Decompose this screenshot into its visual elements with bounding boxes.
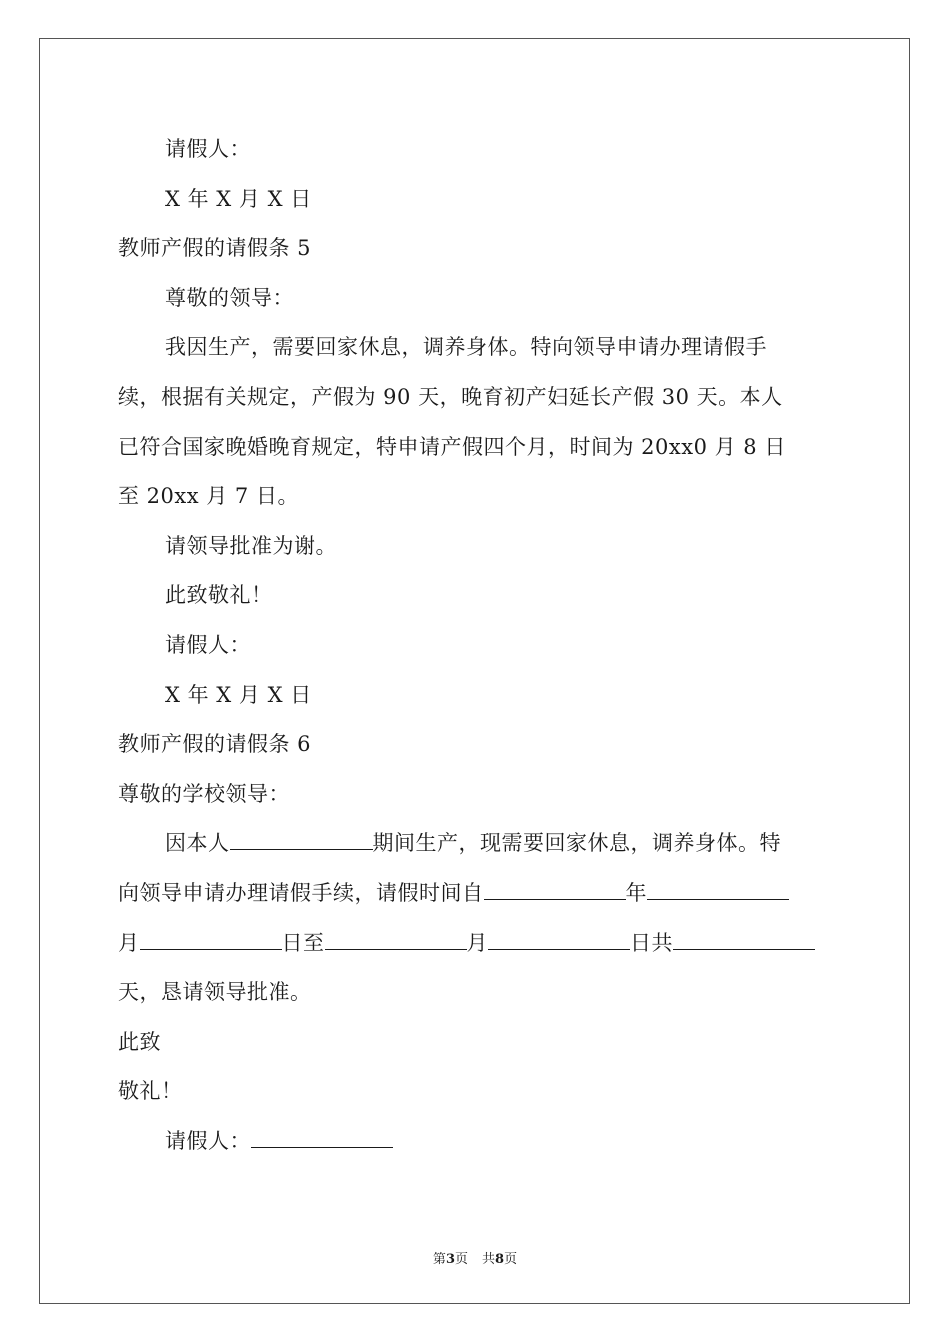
applicant-label: 请假人： [165, 137, 251, 161]
closing-salute: 此致敬礼！ [165, 583, 273, 608]
salutation: 尊敬的领导： [165, 285, 294, 310]
text-fragment: 月 [466, 930, 488, 955]
blank-field[interactable] [325, 927, 467, 950]
applicant-label: 请假人： [165, 632, 251, 657]
blank-field[interactable] [488, 927, 630, 950]
closing-salute: 敬礼！ [118, 1079, 183, 1104]
blank-field[interactable] [673, 927, 815, 950]
fill-in-paragraph [118, 819, 834, 1017]
paragraph-line [118, 869, 834, 919]
blank-field[interactable] [251, 1125, 393, 1148]
blank-field[interactable] [140, 927, 282, 950]
footer-text: 第 [432, 1252, 446, 1267]
text-fragment: 向领导申请办理请假手续，请假时间自 [118, 880, 484, 905]
section-title-6: 教师产假的请假条 6 [118, 732, 312, 757]
footer-text: 共 [482, 1252, 496, 1267]
date-line: X 年 X 月 X 日 [165, 186, 312, 211]
applicant-signature-line [118, 1117, 834, 1167]
paragraph-line: 天，恳请领导批准。 [118, 980, 312, 1005]
closing-salute: 此致 [118, 1029, 161, 1054]
paragraph-line: 续，根据有关规定，产假为 90 天，晚育初产妇延长产假 30 天。本人 [118, 384, 783, 409]
total-page-number: 8 [495, 1252, 505, 1267]
blank-field[interactable] [647, 877, 789, 900]
text-fragment: 日共 [630, 930, 673, 955]
paragraph-line: 已符合国家晚婚晚育规定，特申请产假四个月，时间为 20xx0 月 8 日 [118, 434, 786, 459]
closing-request: 请领导批准为谢。 [165, 533, 337, 558]
page-footer [0, 1248, 950, 1267]
blank-field[interactable] [484, 877, 626, 900]
paragraph-line [118, 919, 834, 969]
paragraph-line: 我因生产，需要回家休息，调养身体。特向领导申请办理请假手 [165, 335, 767, 360]
text-fragment: 日至 [281, 930, 325, 955]
text-fragment: 因本人 [165, 831, 230, 856]
footer-text: 页 [504, 1252, 518, 1267]
salutation: 尊敬的学校领导： [118, 781, 290, 806]
date-line: X 年 X 月 X 日 [165, 682, 312, 707]
footer-text: 页 [454, 1252, 468, 1267]
blank-field[interactable] [230, 827, 373, 850]
text-fragment: 期间生产，现需要回家休息，调养身体。特 [372, 831, 781, 856]
applicant-label: 请假人： [165, 1128, 251, 1153]
section-title-5: 教师产假的请假条 5 [118, 236, 312, 261]
text-fragment: 年 [625, 880, 647, 905]
current-page-number: 3 [445, 1252, 455, 1267]
document-body [118, 125, 834, 1166]
paragraph-line: 至 20xx 月 7 日。 [118, 484, 299, 509]
paragraph-line [118, 819, 834, 869]
text-fragment: 月 [118, 930, 140, 955]
leave-request-paragraph [118, 323, 834, 521]
